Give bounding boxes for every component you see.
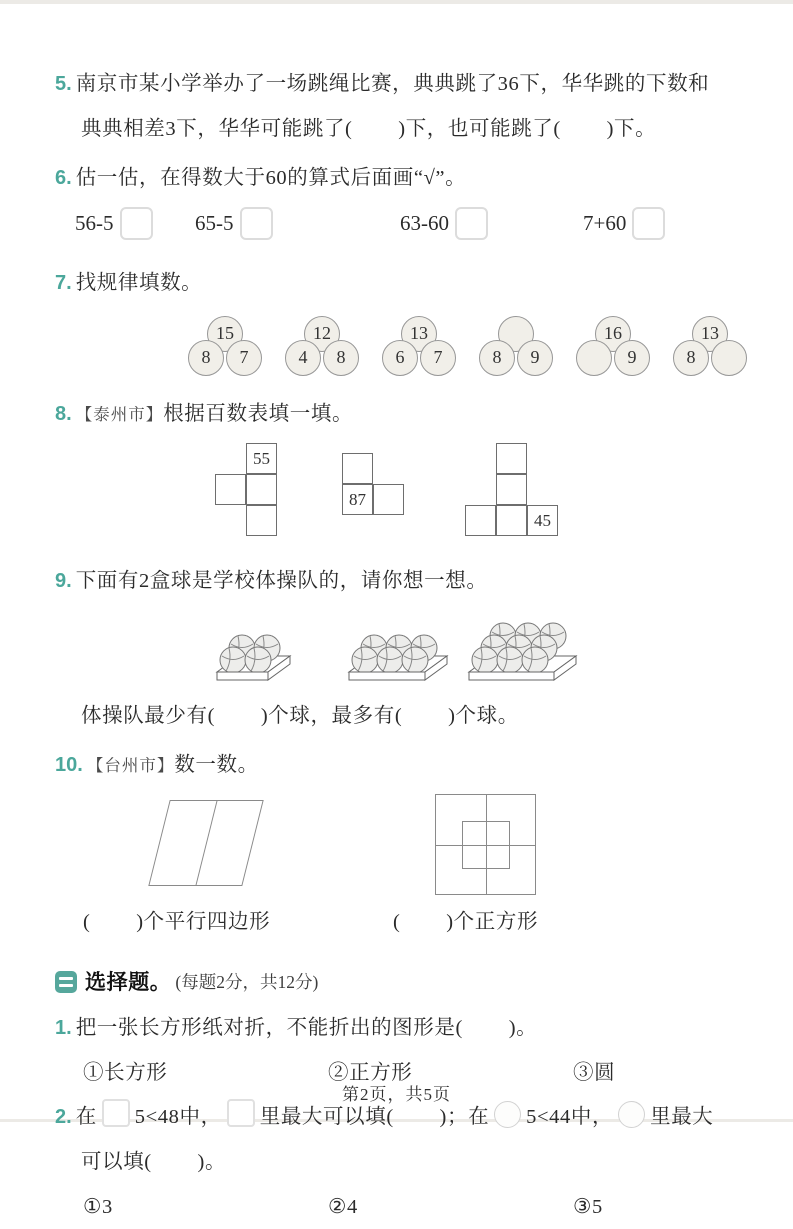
question-7-circle-puzzles [183, 316, 755, 378]
mc-question-2-text: 5<44中， [526, 1106, 614, 1128]
option: ②4 [328, 1196, 358, 1218]
question-8 [55, 392, 755, 545]
worksheet-page [0, 4, 793, 1229]
expression-text: 63-60 [400, 211, 449, 235]
circle-puzzle-group [377, 316, 457, 376]
option: ③圆 [573, 1062, 616, 1084]
circle-puzzle-group [474, 316, 554, 376]
option: ①长方形 [83, 1062, 168, 1084]
empty-fill-cell[interactable] [246, 474, 277, 505]
mc-question-1-text: 把一张长方形纸对折，不能折出的图形是( )。 [75, 1017, 538, 1039]
circle-puzzle-group [280, 316, 360, 376]
empty-fill-cell[interactable] [342, 453, 373, 484]
expression-65-5 [195, 207, 273, 240]
blank-circle-symbol [494, 1101, 521, 1128]
filled-number-cell: 55 [246, 443, 277, 474]
number-circle: 4 [285, 340, 321, 376]
square-figure [435, 794, 536, 895]
empty-fill-cell[interactable] [246, 505, 277, 536]
empty-fill-cell[interactable] [496, 443, 527, 474]
inner-square [462, 821, 510, 869]
parallelogram-count-blank: ( )个平行四边形 [83, 911, 271, 933]
question-8-number: 8. [55, 403, 72, 425]
empty-fill-cell[interactable] [215, 474, 246, 505]
number-circle: 9 [614, 340, 650, 376]
section-title: 选择题。 [85, 970, 172, 994]
question-8-city-tag: 【泰州市】 [75, 405, 164, 424]
mc-question-2-text-line2: 可以填( )。 [81, 1151, 227, 1173]
mc-question-2-text: 5<48中， [134, 1106, 222, 1128]
number-circle: 9 [517, 340, 553, 376]
circle-puzzle-group [668, 316, 748, 376]
page-footer: 第2页，共5页 [342, 1085, 451, 1104]
number-circle: 8 [323, 340, 359, 376]
number-circle: 8 [673, 340, 709, 376]
parallelogram-figure [148, 800, 263, 886]
expression-7+60 [583, 207, 665, 240]
question-8-hundred-chart-shapes [55, 443, 755, 545]
question-8-text: 根据百数表填一填。 [163, 403, 354, 425]
blank-circle-symbol [618, 1101, 645, 1128]
option: ②正方形 [328, 1062, 413, 1084]
number-circle: 13 [692, 316, 728, 352]
section-score: (每题2分，共12分) [175, 972, 319, 992]
number-circle: 12 [304, 316, 340, 352]
option: ③5 [573, 1196, 603, 1218]
number-circle: 8 [479, 340, 515, 376]
ball-box-4-balls [213, 616, 298, 688]
check-answer-box[interactable] [455, 207, 488, 240]
question-5-number: 5. [55, 73, 72, 95]
expression-text: 56-5 [75, 211, 114, 235]
question-7-text: 找规律填数。 [75, 272, 203, 294]
number-circle: 13 [401, 316, 437, 352]
question-10-text: 数一数。 [174, 754, 259, 776]
empty-fill-cell[interactable] [465, 505, 496, 536]
question-5-text-line1: 南京市某小学举办了一场跳绳比赛，典典跳了36下，华华跳的下数和 [75, 73, 710, 95]
mc-question-2-number: 2. [55, 1106, 72, 1128]
question-10-city-tag: 【台州市】 [86, 756, 175, 775]
expression-56-5 [75, 207, 153, 240]
number-circle: 7 [226, 340, 262, 376]
question-9-answer-line: 体操队最少有( )个球，最多有( )个球。 [81, 705, 519, 727]
ball-box-9-balls [465, 604, 584, 688]
number-circle: 15 [207, 316, 243, 352]
filled-number-cell: 87 [342, 484, 373, 515]
circle-puzzle-group [183, 316, 263, 376]
question-5 [55, 62, 755, 152]
check-answer-box[interactable] [632, 207, 665, 240]
mc-question-1-number: 1. [55, 1017, 72, 1039]
question-10-number: 10. [55, 754, 83, 776]
question-10-answers [55, 904, 755, 946]
question-7-number: 7. [55, 272, 72, 294]
circle-puzzle-group [571, 316, 651, 376]
question-7 [55, 261, 755, 378]
check-answer-box[interactable] [240, 207, 273, 240]
filled-number-cell: 45 [527, 505, 558, 536]
empty-fill-circle[interactable] [576, 340, 612, 376]
list-icon [55, 971, 77, 993]
number-circle: 7 [420, 340, 456, 376]
mc-question-2-text: 里最大 [650, 1106, 714, 1128]
empty-fill-cell[interactable] [496, 474, 527, 505]
mc-question-2-text: 里最大可以填( )；在 [259, 1106, 490, 1128]
empty-fill-cell[interactable] [373, 484, 404, 515]
empty-fill-cell[interactable] [496, 505, 527, 536]
section-header-multiple-choice [55, 962, 755, 1002]
square-count-blank: ( )个正方形 [393, 911, 539, 933]
question-6-number: 6. [55, 167, 72, 189]
question-6-text: 估一估，在得数大于60的算式后面画“√”。 [75, 167, 467, 189]
question-6-expressions [55, 207, 755, 251]
ball-box-6-balls [345, 616, 455, 688]
check-answer-box[interactable] [120, 207, 153, 240]
mc-question-2-options [83, 1185, 755, 1229]
question-10 [55, 743, 755, 946]
question-9-text: 下面有2盒球是学校体操队的，请你想一想。 [75, 570, 488, 592]
empty-fill-circle[interactable] [711, 340, 747, 376]
question-5-text-line2: 典典相差3下，华华可能跳了( )下，也可能跳了( )下。 [81, 118, 657, 140]
number-circle: 16 [595, 316, 631, 352]
number-circle: 8 [188, 340, 224, 376]
question-9-number: 9. [55, 570, 72, 592]
question-10-figures [55, 794, 755, 894]
parallelogram-divider [196, 801, 218, 885]
option: ①3 [83, 1196, 113, 1218]
expression-text: 65-5 [195, 211, 234, 235]
expression-63-60 [400, 207, 488, 240]
question-9 [55, 559, 755, 739]
number-circle: 6 [382, 340, 418, 376]
mc-question-2 [55, 1095, 755, 1229]
question-6 [55, 156, 755, 251]
mc-question-2-text: 在 [75, 1106, 97, 1128]
expression-text: 7+60 [583, 211, 627, 235]
question-9-ball-boxes [55, 612, 755, 688]
